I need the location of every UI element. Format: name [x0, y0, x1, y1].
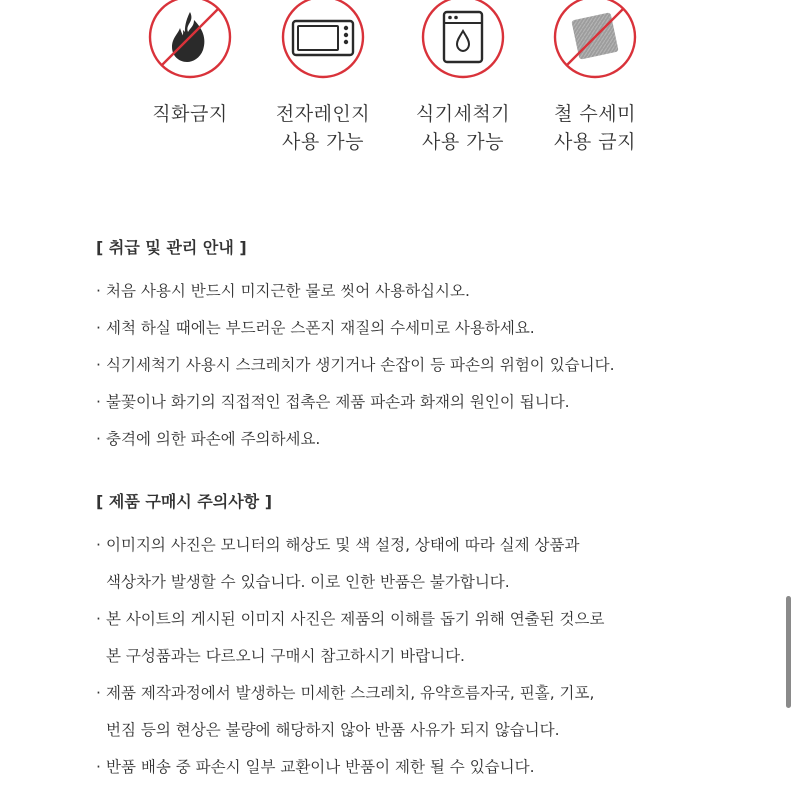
bullet: ·: [96, 536, 101, 554]
dishwasher-label-line2: 사용 가능: [422, 131, 504, 153]
care-item: · 처음 사용시 반드시 미지근한 물로 씻어 사용하십시오.: [96, 273, 716, 310]
bullet: ·: [96, 319, 101, 337]
purchase-section-title: [ 제품 구매시 주의사항 ]: [96, 492, 273, 511]
purchase-item: · 반품 배송 중 파손시 일부 교환이나 반품이 제한 될 수 있습니다.: [96, 749, 716, 786]
care-icons-row: [0, 0, 798, 200]
bullet: ·: [96, 282, 101, 300]
purchase-section: [96, 490, 716, 786]
icon-block-no-fire: [120, 0, 260, 128]
care-item: · 충격에 의한 파손에 주의하세요.: [96, 421, 716, 458]
icon-block-microwave: [253, 0, 393, 156]
bullet: ·: [96, 758, 101, 776]
care-item: · 불꽃이나 화기의 직접적인 접촉은 제품 파손과 화재의 원인이 됩니다.: [96, 384, 716, 421]
microwave-icon: [280, 0, 366, 80]
care-section: [96, 236, 716, 458]
dishwasher-label-line1: 식기세척기: [415, 103, 511, 125]
bullet: ·: [96, 684, 101, 702]
icon-block-dishwasher: [393, 0, 533, 156]
purchase-item: · 이미지의 사진은 모니터의 해상도 및 색 설정, 상태에 따라 실제 상품과 색상차가 발생할 수 있습니다. 이로 인한 반품은 불가합니다.: [96, 527, 716, 601]
no-fire-icon: [147, 0, 233, 80]
purchase-item: · 제품 제작과정에서 발생하는 미세한 스크레치, 유약흐름자국, 핀홀, 기포, 번짐 등의 현상은 불량에 해당하지 않아 반품 사유가 되지 않습니다.: [96, 675, 716, 749]
dishwasher-icon: [420, 0, 506, 80]
microwave-label-line2: 사용 가능: [282, 131, 364, 153]
care-item: · 세척 하실 때에는 부드러운 스폰지 재질의 수세미로 사용하세요.: [96, 310, 716, 347]
bullet: ·: [96, 356, 101, 374]
vertical-scrollbar[interactable]: [786, 596, 791, 708]
steel-wool-label-line2: 사용 금지: [554, 131, 636, 153]
bullet: ·: [96, 393, 101, 411]
no-steel-wool-icon: [552, 0, 638, 80]
care-section-title: [ 취급 및 관리 안내 ]: [96, 238, 247, 257]
no-fire-label: 직화금지: [152, 103, 228, 125]
microwave-label-line1: 전자레인지: [275, 103, 371, 125]
bullet: ·: [96, 430, 101, 448]
steel-wool-label-line1: 철 수세미: [554, 103, 636, 125]
bullet: ·: [96, 610, 101, 628]
care-item: · 식기세척기 사용시 스크레치가 생기거나 손잡이 등 파손의 위험이 있습니다.: [96, 347, 716, 384]
icon-block-no-steel-wool: [525, 0, 665, 156]
purchase-item: · 본 사이트의 게시된 이미지 사진은 제품의 이해를 돕기 위해 연출된 것으로 본 구성품과는 다르오니 구매시 참고하시기 바랍니다.: [96, 601, 716, 675]
